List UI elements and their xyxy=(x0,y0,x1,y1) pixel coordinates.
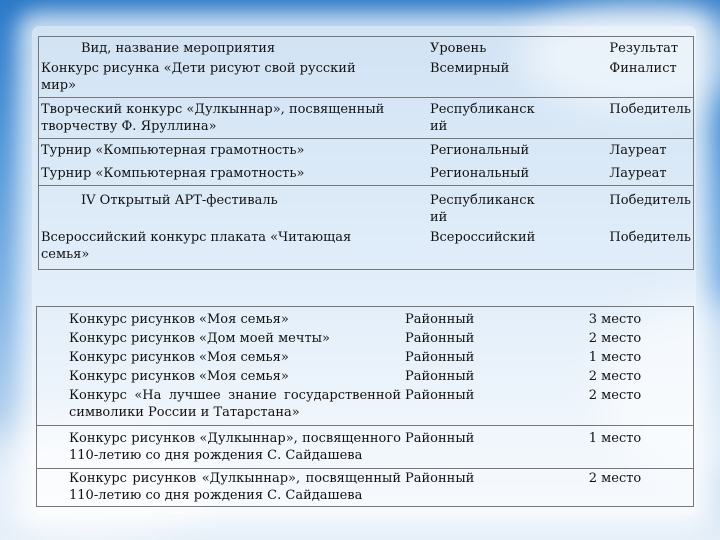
event-level: Районный xyxy=(405,312,475,327)
event-result: 2 место xyxy=(588,331,642,346)
event-result: 2 место xyxy=(588,388,642,403)
event-name: Конкурс «На лучшее знание государственной символики России и Татарстана» xyxy=(69,388,401,420)
header-name: Вид, название мероприятия xyxy=(81,41,276,56)
event-name: Турнир «Компьютерная грамотность» xyxy=(41,166,305,181)
event-result: Победитель xyxy=(609,230,691,245)
achievements-table-bottom xyxy=(36,306,694,507)
event-name: Всероссийский конкурс плаката «Читающая семья» xyxy=(41,230,352,262)
event-result: Лауреат xyxy=(609,166,667,181)
event-name: Конкурс рисунков «Моя семья» xyxy=(69,369,289,384)
event-name: Творческий конкурс «Дулкыннар», посвященный творчеству Ф. Яруллина» xyxy=(41,102,385,134)
table-row xyxy=(39,60,694,98)
event-level: Региональный xyxy=(429,166,530,181)
table-row xyxy=(39,186,694,230)
event-level: Районный xyxy=(403,426,537,469)
event-level: Районный xyxy=(405,369,475,384)
event-name: Конкурс рисунков «Дулкыннар», посвященный 110-летию со дня рождения С. Сайдашева xyxy=(37,469,404,507)
table-row xyxy=(37,307,694,330)
header-level: Уровень xyxy=(429,41,487,56)
table-row xyxy=(37,367,694,386)
event-level: Всероссийский xyxy=(429,230,536,245)
table-row xyxy=(39,98,694,139)
event-name: Турнир «Компьютерная грамотность» xyxy=(41,143,305,158)
event-result: Лауреат xyxy=(609,143,667,158)
event-level: Районный xyxy=(403,469,537,507)
table-row xyxy=(39,139,694,163)
event-result: 3 место xyxy=(588,312,642,327)
header-result: Результат xyxy=(609,41,679,56)
event-level: Районный xyxy=(405,350,475,365)
table-row xyxy=(39,37,694,61)
event-result: Победитель xyxy=(609,102,691,117)
event-level: Региональный xyxy=(429,143,530,158)
event-result: 1 место xyxy=(588,350,642,365)
event-level: Республиканский xyxy=(429,193,535,225)
event-result: 2 место xyxy=(588,369,642,384)
event-level: Республиканский xyxy=(429,102,535,134)
event-result: Финалист xyxy=(609,61,677,76)
event-name: IV Открытый АРТ-фестиваль xyxy=(81,193,278,208)
event-result: 1 место xyxy=(537,426,694,469)
event-name: Конкурс рисунков «Моя семья» xyxy=(69,312,289,327)
table-row xyxy=(39,162,694,186)
event-level: Всемирный xyxy=(429,61,510,76)
table-row xyxy=(37,469,694,507)
event-name: Конкурс рисунка «Дети рисуют свой русский мир» xyxy=(41,61,356,93)
table-row xyxy=(37,426,694,469)
event-name: Конкурс рисунков «Моя семья» xyxy=(69,350,289,365)
event-level: Районный xyxy=(405,331,475,346)
event-result: 2 место xyxy=(537,469,694,507)
event-level: Районный xyxy=(405,388,475,403)
table-row xyxy=(37,348,694,367)
achievements-table-top xyxy=(38,36,694,270)
table-row xyxy=(37,386,694,426)
event-result: Победитель xyxy=(609,193,691,208)
event-name: Конкурс рисунков «Дом моей мечты» xyxy=(69,331,330,346)
table-row xyxy=(37,329,694,348)
table-row xyxy=(39,229,694,270)
event-name: Конкурс рисунков «Дулкыннар», посвященного 110-летию со дня рождения С. Сайдашева xyxy=(37,426,404,469)
